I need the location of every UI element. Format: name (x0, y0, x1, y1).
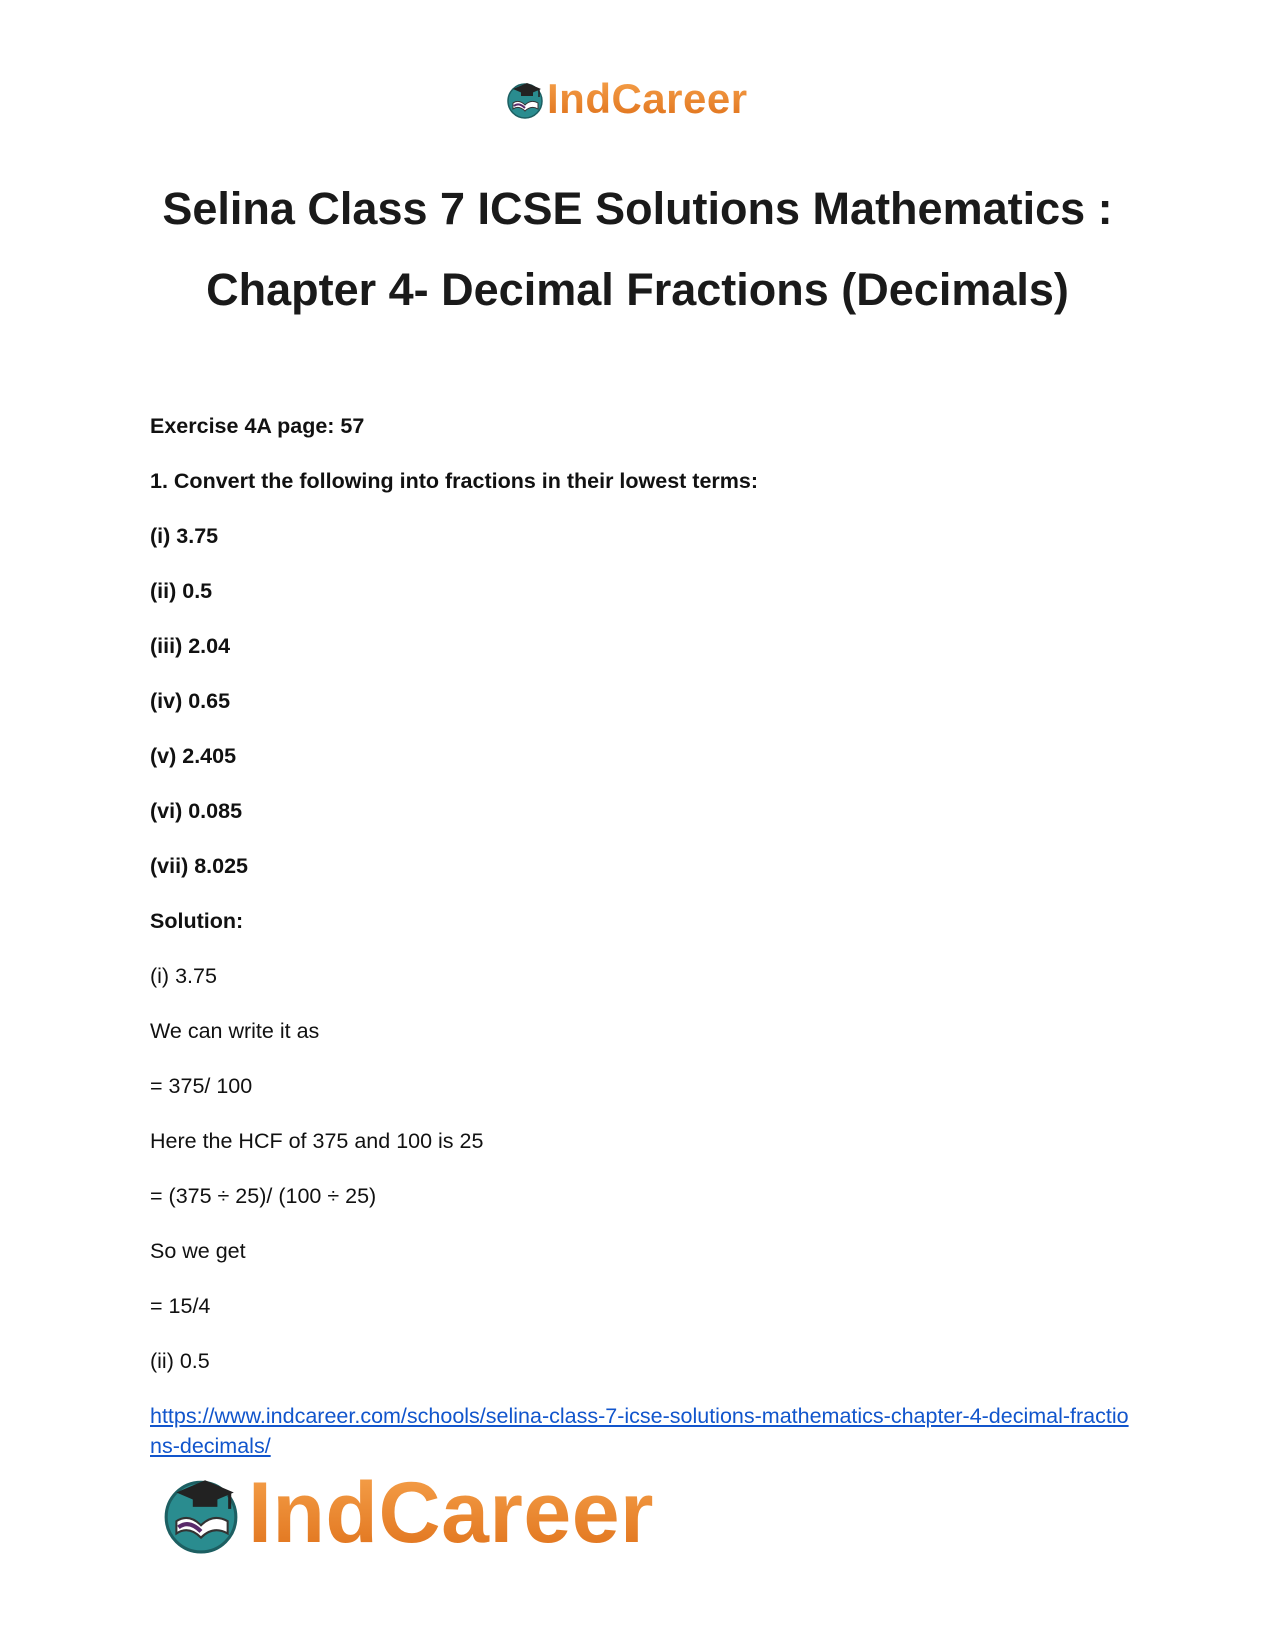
globe-book-icon (160, 1472, 242, 1554)
document-body (150, 413, 1150, 1403)
question-item: (iii) 2.04 (150, 634, 231, 658)
solution-line: Here the HCF of 375 and 100 is 25 (150, 1129, 484, 1153)
solution-line: = 15/4 (150, 1294, 211, 1318)
question-item: (ii) 0.5 (150, 579, 213, 603)
solution-line: = (375 ÷ 25)/ (100 ÷ 25) (150, 1184, 377, 1208)
question-item: (v) 2.405 (150, 744, 237, 768)
question-item: (i) 3.75 (150, 524, 219, 548)
question-item: (vi) 0.085 (150, 799, 243, 823)
logo-wordmark: IndCareer (547, 75, 748, 122)
solution-line: (ii) 0.5 (150, 1349, 210, 1373)
solution-heading: Solution: (150, 909, 244, 933)
solution-line: We can write it as (150, 1019, 320, 1043)
page-title (100, 168, 1175, 330)
title-line-1: Selina Class 7 ICSE Solutions Mathematics : (162, 183, 1113, 234)
question-item: (vii) 8.025 (150, 854, 248, 878)
exercise-heading: Exercise 4A page: 57 (150, 414, 365, 438)
footer-logo (160, 1465, 654, 1561)
question-item: (iv) 0.65 (150, 689, 231, 713)
logo-wordmark: IndCareer (248, 1465, 654, 1561)
title-line-2: Chapter 4- Decimal Fractions (Decimals) (206, 264, 1069, 315)
question-text: 1. Convert the following into fractions in their lowest terms: (150, 469, 759, 493)
solution-line: (i) 3.75 (150, 964, 217, 988)
source-url-link[interactable]: https://www.indcareer.com/schools/selina-class-7-icse-solutions-mathematics-chapter-4-decimal-fractions-decimals/ (150, 1404, 1129, 1458)
header-logo (505, 75, 748, 122)
solution-line: So we get (150, 1239, 246, 1263)
globe-book-icon (505, 79, 545, 119)
solution-line: = 375/ 100 (150, 1074, 253, 1098)
